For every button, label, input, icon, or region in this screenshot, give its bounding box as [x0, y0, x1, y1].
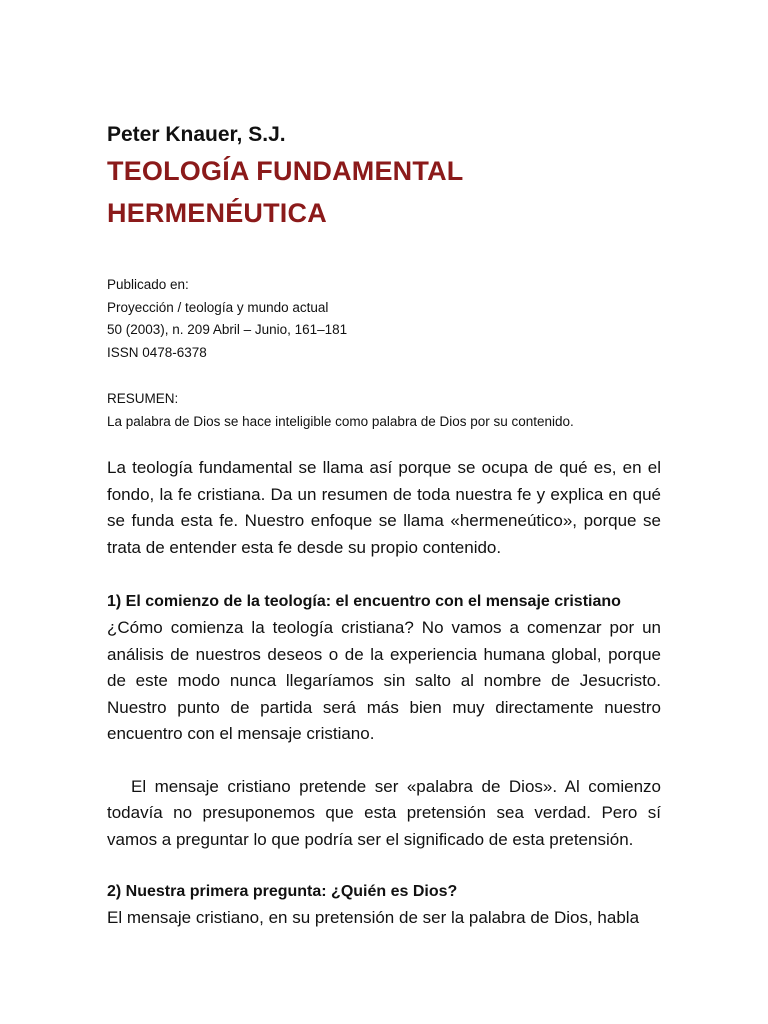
publication-info — [107, 274, 661, 364]
section-1-heading: 1) El comienzo de la teología: el encuentro con el mensaje cristiano — [107, 593, 621, 610]
publication-issue: 50 (2003), n. 209 Abril – Junio, 161–181 — [107, 322, 348, 337]
publication-label: Publicado en: — [107, 277, 189, 292]
summary-text: La palabra de Dios se hace inteligible como palabra de Dios por su contenido. — [107, 413, 574, 429]
document-title-line-2: HERMENÉUTICA — [107, 198, 327, 228]
publication-issn: ISSN 0478-6378 — [107, 344, 207, 360]
section-2-paragraph-1: El mensaje cristiano, en su pretensión de ser la palabra de Dios, habla — [107, 908, 640, 927]
summary-label: RESUMEN: — [107, 391, 179, 406]
author-name: Peter Knauer, S.J. — [107, 123, 286, 146]
document-page — [107, 120, 661, 932]
intro-paragraph: La teología fundamental se llama así porque se ocupa de qué es, en el fondo, la fe cristiana. Da un resumen de toda nuestra fe y explica en qué se funda esta fe. Nuestro enfoque se llama «hermeneútico», porque se trata de entender esta fe desde su propio contenido. — [107, 458, 661, 557]
section-1-paragraph-2: El mensaje cristiano pretende ser «palabra de Dios». Al comienzo todavía no presuponemos que esta pretensión sea verdad. Pero sí vamos a preguntar lo que podría ser el significado de esta pretensión. — [107, 776, 661, 849]
summary-block — [107, 388, 661, 433]
publication-journal: Proyección / teología y mundo actual — [107, 299, 329, 315]
document-title-line-1: TEOLOGÍA FUNDAMENTAL — [107, 156, 464, 186]
section-2-heading: 2) Nuestra primera pregunta: ¿Quién es Dios? — [107, 883, 458, 900]
section-1-paragraph-1: ¿Cómo comienza la teología cristiana? No vamos a comenzar por un análisis de nuestros deseos o de la experiencia humana global, porque de este modo nunca llegaríamos sin salto al nombre de Jesucristo. Nuestro punto de partida será más bien muy directamente nuestro encuentro con el mensaje cristiano. — [107, 618, 661, 743]
